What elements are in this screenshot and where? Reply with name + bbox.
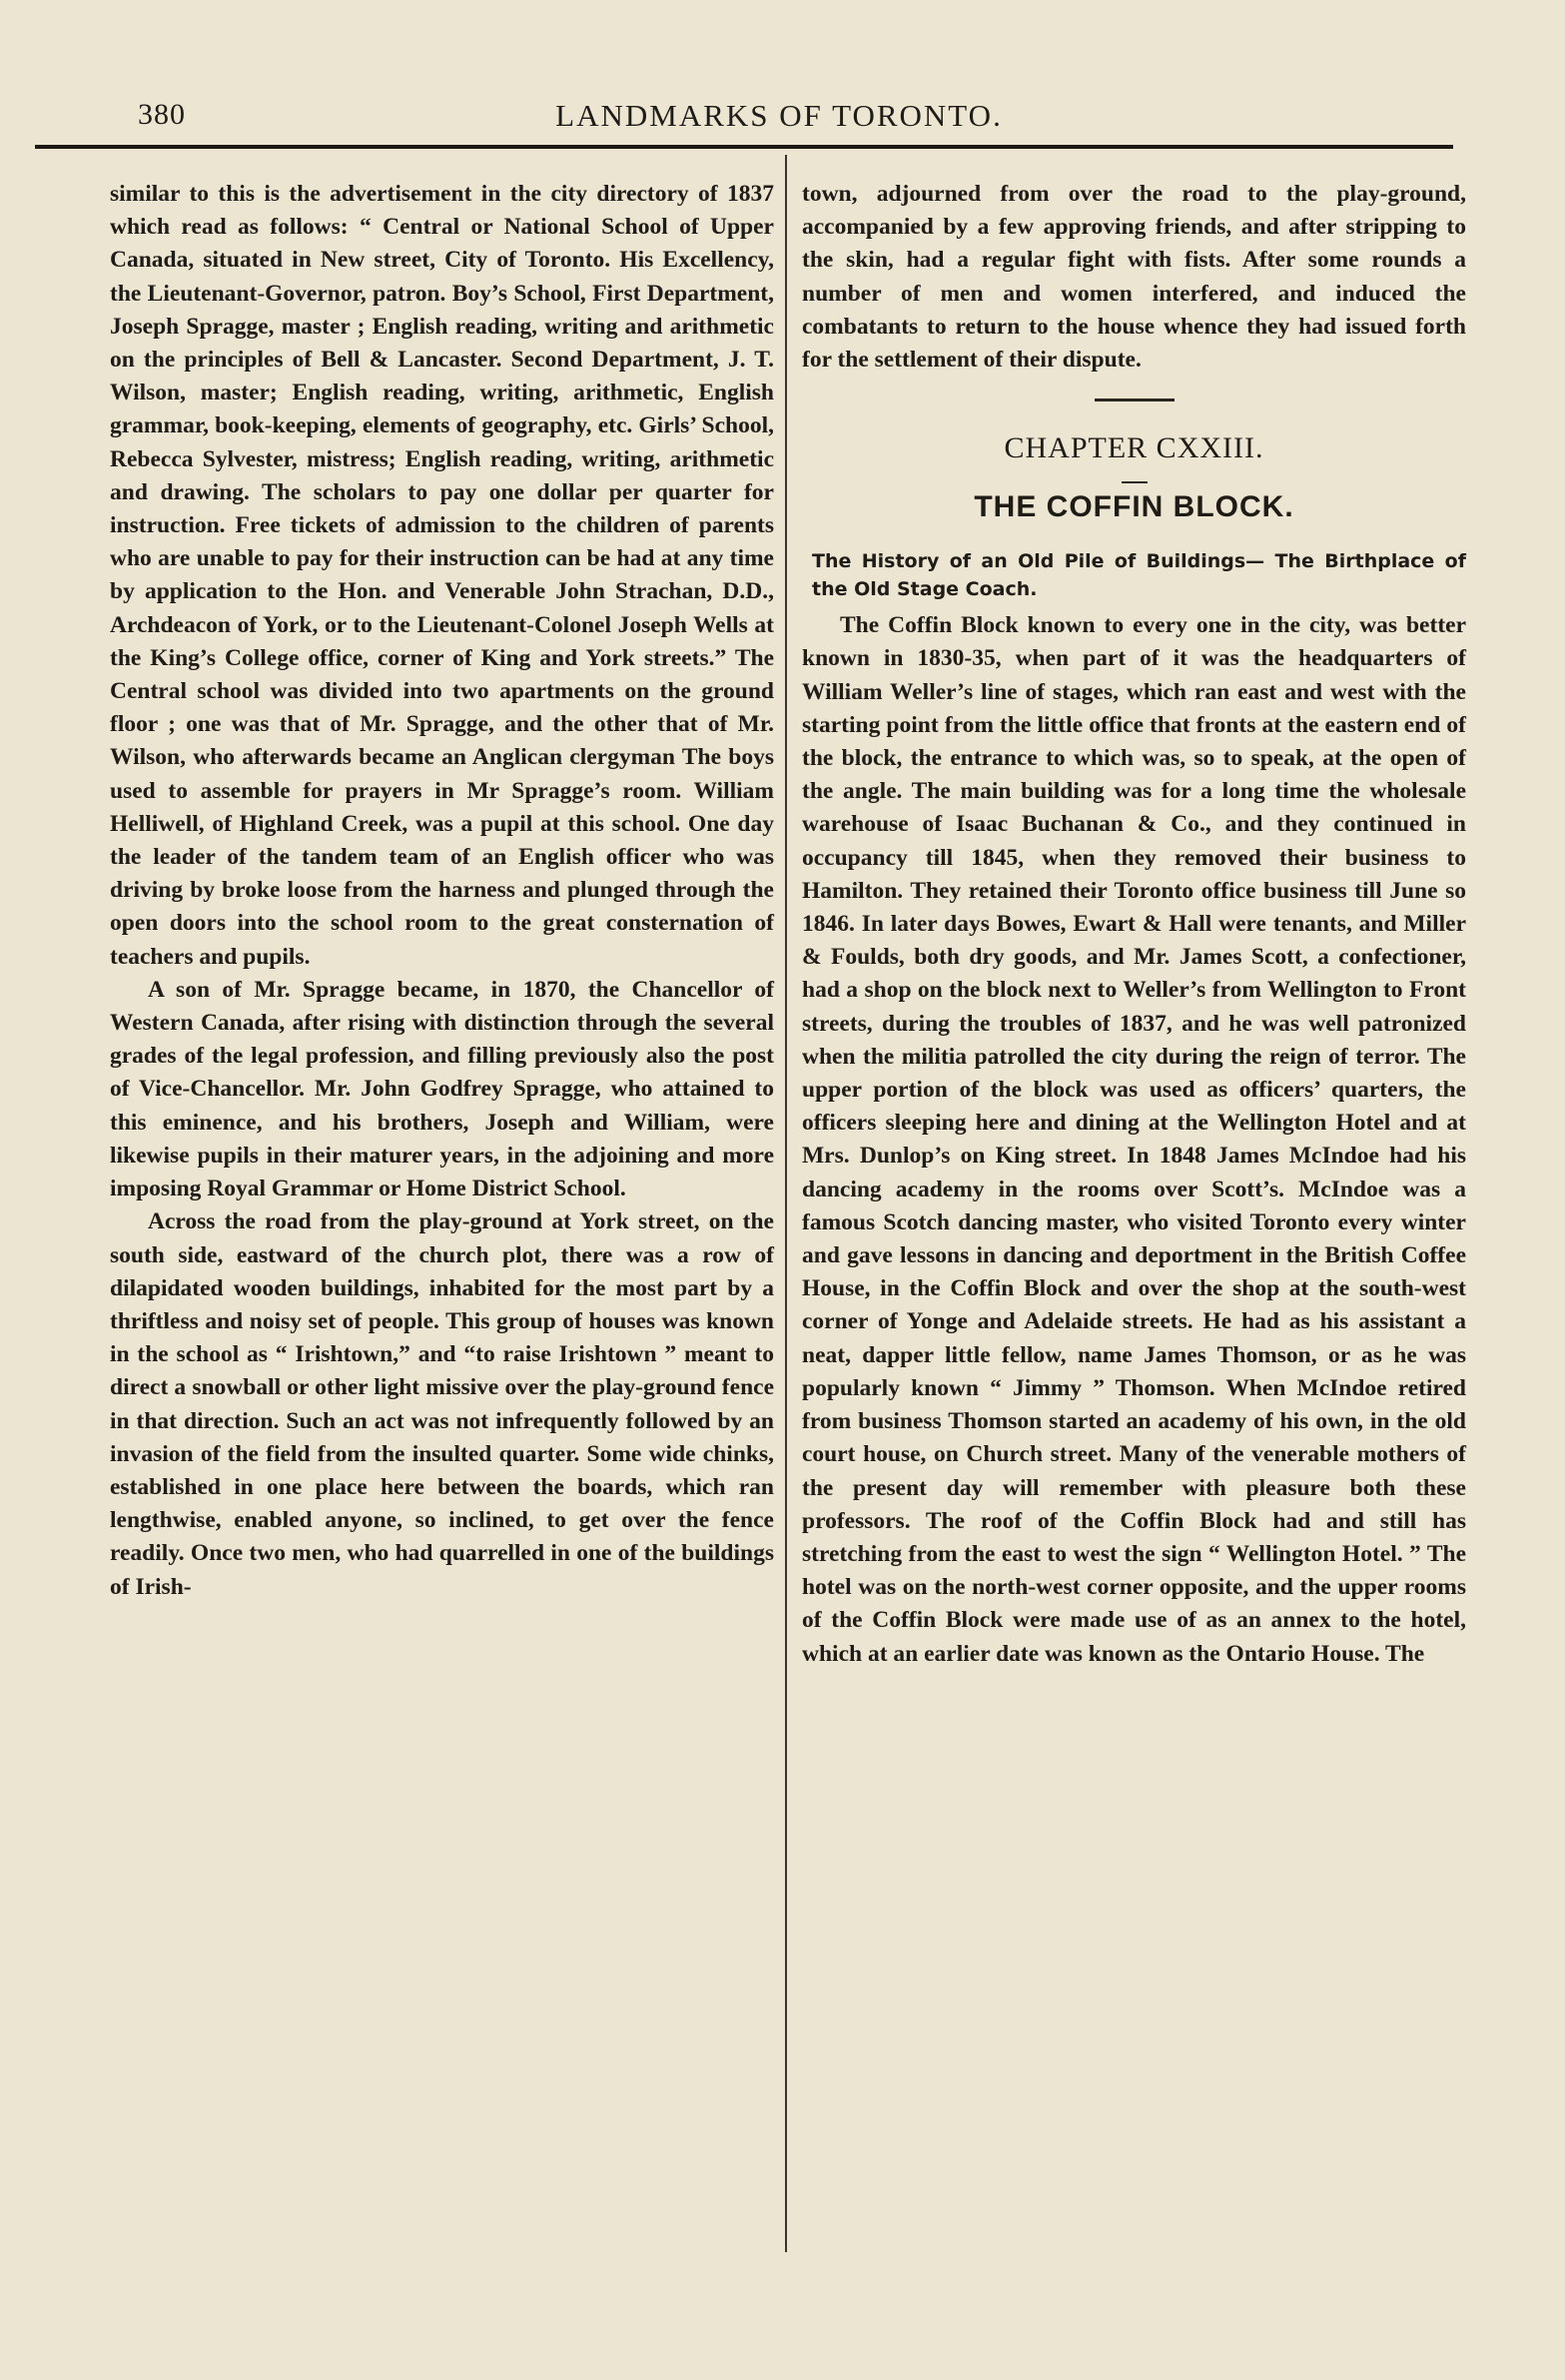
column-divider: [785, 155, 787, 2252]
chapter-subtitle: The History of an Old Pile of Buildings— The Birthplace of the Old Stage Coach.: [812, 550, 1466, 601]
left-paragraph-3: Across the road from the play-ground at York street, on the south side, eastward of the church plot, there was a row of dilapidated wooden buildings, inhabited for the most part by a thriftless and noisy set of people. This group of houses was known in the school as “ Irishtown,” and “to raise Irishtown ” meant to direct a snowball or other light missive over the play-ground fence in that direction. Such an act was not infrequently followed by an invasion of the field from the insulted quarter. Some wide chinks, established in one place here between the boards, which ran lengthwise, enabled anyone, so inclined, to get over the fence readily. Once two men, who had quarrelled in one of the buildings of Irish-: [110, 1208, 774, 1600]
right-paragraph-2: The Coffin Block known to every one in the city, was better known in 1830-35, when part of it was the headquarters of William Weller’s line of stages, which ran east and west with the starting point from the little office that fronts at the eastern end of the block, the entrance to which was, so to speak, at the open of the angle. The main building was for a long time the wholesale warehouse of Isaac Buchanan & Co., and they continued in occupancy till 1845, when they removed their business to Hamilton. They retained their Toronto office business till June so 1846. In later days Bowes, Ewart & Hall were tenants, and Miller & Foulds, both dry goods, and Mr. James Scott, a confectioner, had a shop on the block next to Weller’s from Wellington to Front streets, during the troubles of 1837, and he was well patronized when the militia patrolled the city during the reign of terror. The upper portion of the block was used as officers’ quarters, the officers sleeping here and dining at the Wellington Hotel and at Mrs. Dunlop’s on King street. In 1848 James McIndoe had his dancing academy in the rooms over Scott’s. McIndoe was a famous Scotch dancing master, who visited Toronto every winter and gave lessons in dancing and deportment in the British Coffee House, in the Coffin Block and over the shop at the south-west corner of Yonge and Adelaide streets. He had as his assistant a neat, dapper little fellow, name James Thomson, or as he was popularly known “ Jimmy ” Thomson. When McIndoe retired from business Thomson started an academy of his own, in the old court house, on Church street. Many of the venerable mothers of the present day will remember with pleasure both these professors. The roof of the Coffin Block had and still has stretching from the east to west the sign “ Wellington Hotel. ” The hotel was on the north-west corner opposite, and the upper rooms of the Coffin Block were made use of as an annex to the hotel, which at an earlier date was known as the Ontario House. The: [802, 612, 1466, 1667]
right-paragraph-1: town, adjourned from over the road to the play-ground, accompanied by a few approving friends, and after stripping to the skin, had a regular fight with fists. After some rounds a number of men and women interfered, and induced the combatants to return to the house whence they had issued forth for the settlement of their dispute.: [802, 181, 1466, 374]
chapter-title: THE COFFIN BLOCK.: [974, 490, 1294, 524]
left-column: [110, 178, 774, 1604]
running-title: LANDMARKS OF TORONTO.: [555, 98, 1003, 133]
right-column: [802, 178, 1466, 1671]
chapter-number: CHAPTER CXXIII.: [1004, 431, 1264, 465]
header-rule: [35, 145, 1453, 149]
left-paragraph-1: similar to this is the advertisement in the city directory of 1837 which read as follows: “ Central or National School of Upper Canada, situated in New street, City of Toronto. His Excellency, the Lieutenant-Governor, patron. Boy’s School, First Department, Joseph Spragge, master ; English reading, writing and arithmetic on the principles of Bell & Lancaster. Second Department, J. T. Wilson, master; English reading, writing, arithmetic, English grammar, book-keeping, elements of geography, etc. Girls’ School, Rebecca Sylvester, mistress; English reading, writing, arithmetic and drawing. The scholars to pay one dollar per quarter for instruction. Free tickets of admission to the children of parents who are unable to pay for their instruction can be had at any time by application to the Hon. and Venerable John Strachan, D.D., Archdeacon of York, or to the Lieutenant-Colonel Joseph Wells at the King’s College office, corner of King and York streets.” The Central school was divided into two apartments on the ground floor ; one was that of Mr. Spragge, and the other that of Mr. Wilson, who afterwards became an Anglican clergyman The boys used to assemble for prayers in Mr Spragge’s room. William Helliwell, of Highland Creek, was a pupil at this school. One day the leader of the tandem team of an English officer who was driving by broke loose from the harness and plunged through the open doors into the school room to the great consternation of teachers and pupils.: [110, 181, 774, 970]
chapter-dash: [1122, 481, 1148, 483]
section-divider: [1095, 398, 1174, 401]
page-header: [100, 92, 1458, 148]
page-number: 380: [138, 98, 186, 131]
left-paragraph-2: A son of Mr. Spragge became, in 1870, the Chancellor of Western Canada, after rising with distinction through the several grades of the legal profession, and filling previously also the post of Vice-Chancellor. Mr. John Godfrey Spragge, who attained to this eminence, and his brothers, Joseph and William, were likewise pupils in their maturer years, in the adjoining and more imposing Royal Grammar or Home District School.: [110, 976, 774, 1202]
